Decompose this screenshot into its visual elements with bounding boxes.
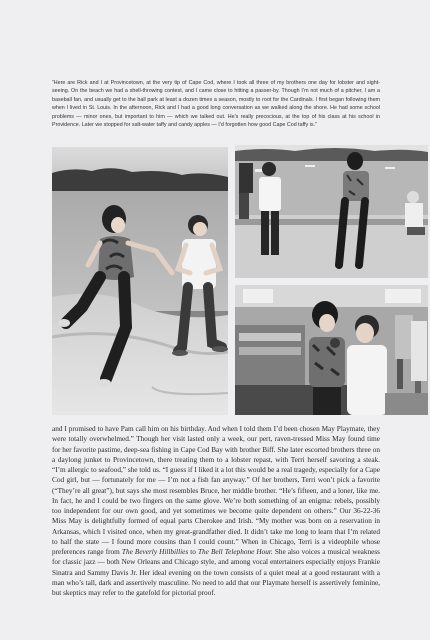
article-body-part-1: and I promised to have Pam call him on his birthday. And when I told them I’d been chosen May Playmate, they were totally overwhelmed.” Though her visit lasted only a week, our pert, raven-tressed Miss May found time for her favorite pastime, deep-sea fishing in Cape Cod Bay with brother Biff. She later escorted brothers three on a daylong junket to Provincetown, there treating them to a lobster repast, with Terri herself savoring a steak. “I’m allergic to seafood,” she told us. “I guess if I liked it a lot this would be a real tragedy, especially for a Cape Cod girl, but — fortunately for me — I’m not a fish fan anyway.” Of her brothers, Terri won’t pick a favorite (“They’re all great”), but says she most resembles Bruce, her middle brother. “He’s fifteen, and a loner, like me. In fact, he and I could be two fingers on the same glove. We’re both something of an enigma: rebels, possibly too independent for our own good, and yet sometimes we become quite dependent on others.” Our 36-22-36 Miss May is delightfully formed of equal parts Cherokee and Irish. “My mother was born on a reservation in Arkansas, which I visited once, when my great-grandfather died. It didn’t take me long to learn that I’m related to half the state — I found more cousins than I could count.” When in Chicago, Terri is a videophile whose preferences range from: [52, 425, 380, 556]
candy-apple-photo: [235, 285, 428, 415]
article-body-part-2: to: [188, 548, 199, 556]
tv-show-title: The Beverly Hillbillies: [121, 548, 189, 556]
photo-caption: “Here are Rick and I at Provincetown, at the very tip of Cape Cod, where I took all three of my brothers one day for lobster and sight-seeing. On the beach we had a shell-throwing contest, and I came close to hitting a passer-by. Though I’m not much of a pitcher, I am a baseball fan, and usually get to the ball park at least a dozen times a season, mostly to root for the Cardinals. I first began following them when I lived in St. Louis. In the afternoon, Rick and I had a good long conversation as we walked along the shore. He had some school problems — minor ones, but important to him — which we talked out. He’s really precocious, at the top of his class at his school in Providence. Later we stopped for salt-water taffy and candy apples — I’d forgotten how good Cape Cod taffy is.”: [52, 80, 380, 129]
tv-show-title: The Bell Telephone Hour.: [198, 548, 273, 556]
pier-walk-photo: [235, 145, 428, 278]
article-body-part-3: She also voices a musical weakness for classic jazz — both New Orleans and Chicago style, and among vocal entertainers especially enjoys Frankie Sinatra and Sammy Davis Jr. Her ideal evening on the town consists of a quiet meal at a good restaurant with a man who’s tall, dark and assertively masculine. No need to add that our Playmate herself is assertively feminine, but skeptics may refer to the gatefold for pictorial proof.: [52, 548, 380, 597]
beach-shell-throwing-photo: [52, 147, 228, 415]
article-body-text: [52, 424, 380, 598]
